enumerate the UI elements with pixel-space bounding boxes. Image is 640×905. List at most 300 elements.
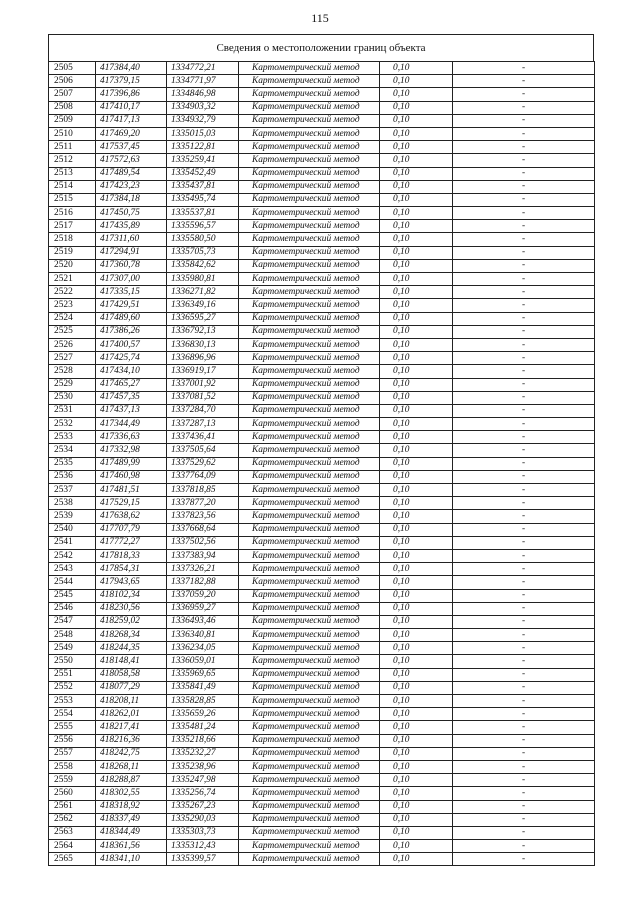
method-cell: Картометрический метод — [239, 431, 380, 444]
accuracy-cell: 0,10 — [380, 774, 453, 787]
description-cell: - — [453, 826, 595, 839]
x-coordinate-cell: 418102,34 — [96, 589, 167, 602]
x-coordinate-cell: 417460,98 — [96, 470, 167, 483]
accuracy-cell: 0,10 — [380, 75, 453, 88]
description-cell: - — [453, 312, 595, 325]
description-cell: - — [453, 853, 595, 866]
x-coordinate-cell: 417772,27 — [96, 536, 167, 549]
accuracy-cell: 0,10 — [380, 549, 453, 562]
accuracy-cell: 0,10 — [380, 167, 453, 180]
point-number-cell: 2510 — [49, 127, 96, 140]
description-cell: - — [453, 233, 595, 246]
x-coordinate-cell: 418344,49 — [96, 826, 167, 839]
x-coordinate-cell: 417423,23 — [96, 180, 167, 193]
point-number-cell: 2561 — [49, 800, 96, 813]
table-row — [49, 378, 595, 391]
table-row — [49, 484, 595, 497]
table-row — [49, 338, 595, 351]
x-coordinate-cell: 417417,13 — [96, 114, 167, 127]
description-cell: - — [453, 787, 595, 800]
x-coordinate-cell: 418244,35 — [96, 642, 167, 655]
description-cell: - — [453, 431, 595, 444]
table-row — [49, 418, 595, 431]
table-row — [49, 391, 595, 404]
point-number-cell: 2523 — [49, 299, 96, 312]
method-cell: Картометрический метод — [239, 721, 380, 734]
accuracy-cell: 0,10 — [380, 615, 453, 628]
y-coordinate-cell: 1334903,32 — [167, 101, 239, 114]
table-row — [49, 286, 595, 299]
x-coordinate-cell: 418208,11 — [96, 695, 167, 708]
x-coordinate-cell: 418077,29 — [96, 681, 167, 694]
y-coordinate-cell: 1337505,64 — [167, 444, 239, 457]
method-cell: Картометрический метод — [239, 668, 380, 681]
description-cell: - — [453, 642, 595, 655]
description-cell: - — [453, 457, 595, 470]
point-number-cell: 2522 — [49, 286, 96, 299]
accuracy-cell: 0,10 — [380, 668, 453, 681]
method-cell: Картометрический метод — [239, 193, 380, 206]
y-coordinate-cell: 1335247,98 — [167, 774, 239, 787]
description-cell: - — [453, 484, 595, 497]
description-cell: - — [453, 655, 595, 668]
table-row — [49, 457, 595, 470]
accuracy-cell: 0,10 — [380, 154, 453, 167]
table-row — [49, 721, 595, 734]
description-cell: - — [453, 695, 595, 708]
method-cell: Картометрический метод — [239, 510, 380, 523]
y-coordinate-cell: 1335580,50 — [167, 233, 239, 246]
method-cell: Картометрический метод — [239, 404, 380, 417]
x-coordinate-cell: 418058,58 — [96, 668, 167, 681]
method-cell: Картометрический метод — [239, 589, 380, 602]
table-row — [49, 114, 595, 127]
description-cell: - — [453, 62, 595, 75]
point-number-cell: 2505 — [49, 62, 96, 75]
y-coordinate-cell: 1336830,13 — [167, 338, 239, 351]
point-number-cell: 2531 — [49, 404, 96, 417]
accuracy-cell: 0,10 — [380, 127, 453, 140]
method-cell: Картометрический метод — [239, 642, 380, 655]
point-number-cell: 2563 — [49, 826, 96, 839]
x-coordinate-cell: 418242,75 — [96, 747, 167, 760]
method-cell: Картометрический метод — [239, 602, 380, 615]
description-cell: - — [453, 338, 595, 351]
y-coordinate-cell: 1335841,49 — [167, 681, 239, 694]
method-cell: Картометрический метод — [239, 681, 380, 694]
method-cell: Картометрический метод — [239, 615, 380, 628]
method-cell: Картометрический метод — [239, 444, 380, 457]
x-coordinate-cell: 417360,78 — [96, 259, 167, 272]
y-coordinate-cell: 1336595,27 — [167, 312, 239, 325]
x-coordinate-cell: 417294,91 — [96, 246, 167, 259]
method-cell: Картометрический метод — [239, 813, 380, 826]
description-cell: - — [453, 734, 595, 747]
accuracy-cell: 0,10 — [380, 378, 453, 391]
x-coordinate-cell: 417384,18 — [96, 193, 167, 206]
table-row — [49, 180, 595, 193]
point-number-cell: 2520 — [49, 259, 96, 272]
accuracy-cell: 0,10 — [380, 484, 453, 497]
x-coordinate-cell: 417854,31 — [96, 563, 167, 576]
point-number-cell: 2526 — [49, 338, 96, 351]
table-row — [49, 127, 595, 140]
y-coordinate-cell: 1336959,27 — [167, 602, 239, 615]
point-number-cell: 2534 — [49, 444, 96, 457]
table-row — [49, 787, 595, 800]
accuracy-cell: 0,10 — [380, 642, 453, 655]
description-cell: - — [453, 800, 595, 813]
method-cell: Картометрический метод — [239, 695, 380, 708]
description-cell: - — [453, 510, 595, 523]
table-row — [49, 774, 595, 787]
point-number-cell: 2533 — [49, 431, 96, 444]
method-cell: Картометрический метод — [239, 734, 380, 747]
table-title: Сведения о местоположении границ объекта — [48, 34, 594, 61]
point-number-cell: 2554 — [49, 708, 96, 721]
y-coordinate-cell: 1337284,70 — [167, 404, 239, 417]
accuracy-cell: 0,10 — [380, 760, 453, 773]
method-cell: Картометрический метод — [239, 536, 380, 549]
x-coordinate-cell: 417400,57 — [96, 338, 167, 351]
y-coordinate-cell: 1336493,46 — [167, 615, 239, 628]
y-coordinate-cell: 1337059,20 — [167, 589, 239, 602]
description-cell: - — [453, 391, 595, 404]
description-cell: - — [453, 365, 595, 378]
table-row — [49, 523, 595, 536]
method-cell: Картометрический метод — [239, 655, 380, 668]
method-cell: Картометрический метод — [239, 154, 380, 167]
y-coordinate-cell: 1335232,27 — [167, 747, 239, 760]
description-cell: - — [453, 167, 595, 180]
x-coordinate-cell: 417818,33 — [96, 549, 167, 562]
y-coordinate-cell: 1335452,49 — [167, 167, 239, 180]
table-row — [49, 470, 595, 483]
description-cell: - — [453, 193, 595, 206]
table-row — [49, 734, 595, 747]
x-coordinate-cell: 418217,41 — [96, 721, 167, 734]
accuracy-cell: 0,10 — [380, 747, 453, 760]
point-number-cell: 2555 — [49, 721, 96, 734]
accuracy-cell: 0,10 — [380, 708, 453, 721]
description-cell: - — [453, 774, 595, 787]
method-cell: Картометрический метод — [239, 549, 380, 562]
y-coordinate-cell: 1336234,05 — [167, 642, 239, 655]
accuracy-cell: 0,10 — [380, 352, 453, 365]
table-row — [49, 404, 595, 417]
method-cell: Картометрический метод — [239, 62, 380, 75]
y-coordinate-cell: 1335259,41 — [167, 154, 239, 167]
accuracy-cell: 0,10 — [380, 391, 453, 404]
accuracy-cell: 0,10 — [380, 457, 453, 470]
table-row — [49, 88, 595, 101]
method-cell: Картометрический метод — [239, 853, 380, 866]
x-coordinate-cell: 418318,92 — [96, 800, 167, 813]
table-row — [49, 813, 595, 826]
y-coordinate-cell: 1334932,79 — [167, 114, 239, 127]
accuracy-cell: 0,10 — [380, 655, 453, 668]
x-coordinate-cell: 417529,15 — [96, 497, 167, 510]
x-coordinate-cell: 417344,49 — [96, 418, 167, 431]
accuracy-cell: 0,10 — [380, 286, 453, 299]
point-number-cell: 2540 — [49, 523, 96, 536]
table-row — [49, 220, 595, 233]
method-cell: Картометрический метод — [239, 167, 380, 180]
point-number-cell: 2552 — [49, 681, 96, 694]
x-coordinate-cell: 418302,55 — [96, 787, 167, 800]
y-coordinate-cell: 1336896,96 — [167, 352, 239, 365]
table-row — [49, 167, 595, 180]
y-coordinate-cell: 1337818,85 — [167, 484, 239, 497]
x-coordinate-cell: 418148,41 — [96, 655, 167, 668]
accuracy-cell: 0,10 — [380, 826, 453, 839]
y-coordinate-cell: 1335218,66 — [167, 734, 239, 747]
y-coordinate-cell: 1336340,81 — [167, 629, 239, 642]
x-coordinate-cell: 417396,86 — [96, 88, 167, 101]
description-cell: - — [453, 615, 595, 628]
accuracy-cell: 0,10 — [380, 853, 453, 866]
point-number-cell: 2541 — [49, 536, 96, 549]
boundary-table-container — [48, 34, 594, 866]
x-coordinate-cell: 418341,10 — [96, 853, 167, 866]
y-coordinate-cell: 1335256,74 — [167, 787, 239, 800]
boundary-coordinates-table — [48, 61, 595, 866]
description-cell: - — [453, 325, 595, 338]
x-coordinate-cell: 417481,51 — [96, 484, 167, 497]
accuracy-cell: 0,10 — [380, 629, 453, 642]
y-coordinate-cell: 1335015,03 — [167, 127, 239, 140]
description-cell: - — [453, 207, 595, 220]
point-number-cell: 2553 — [49, 695, 96, 708]
point-number-cell: 2530 — [49, 391, 96, 404]
accuracy-cell: 0,10 — [380, 418, 453, 431]
accuracy-cell: 0,10 — [380, 220, 453, 233]
table-row — [49, 840, 595, 853]
method-cell: Картометрический метод — [239, 576, 380, 589]
point-number-cell: 2564 — [49, 840, 96, 853]
table-row — [49, 259, 595, 272]
point-number-cell: 2528 — [49, 365, 96, 378]
point-number-cell: 2512 — [49, 154, 96, 167]
method-cell: Картометрический метод — [239, 563, 380, 576]
accuracy-cell: 0,10 — [380, 299, 453, 312]
description-cell: - — [453, 418, 595, 431]
description-cell: - — [453, 470, 595, 483]
y-coordinate-cell: 1335980,81 — [167, 273, 239, 286]
x-coordinate-cell: 418268,34 — [96, 629, 167, 642]
method-cell: Картометрический метод — [239, 88, 380, 101]
accuracy-cell: 0,10 — [380, 233, 453, 246]
method-cell: Картометрический метод — [239, 233, 380, 246]
x-coordinate-cell: 417379,15 — [96, 75, 167, 88]
accuracy-cell: 0,10 — [380, 589, 453, 602]
accuracy-cell: 0,10 — [380, 576, 453, 589]
description-cell: - — [453, 549, 595, 562]
point-number-cell: 2560 — [49, 787, 96, 800]
x-coordinate-cell: 418288,87 — [96, 774, 167, 787]
y-coordinate-cell: 1337502,56 — [167, 536, 239, 549]
method-cell: Картометрический метод — [239, 708, 380, 721]
x-coordinate-cell: 417489,60 — [96, 312, 167, 325]
accuracy-cell: 0,10 — [380, 470, 453, 483]
description-cell: - — [453, 180, 595, 193]
point-number-cell: 2527 — [49, 352, 96, 365]
point-number-cell: 2550 — [49, 655, 96, 668]
y-coordinate-cell: 1336349,16 — [167, 299, 239, 312]
description-cell: - — [453, 668, 595, 681]
x-coordinate-cell: 417307,00 — [96, 273, 167, 286]
accuracy-cell: 0,10 — [380, 259, 453, 272]
x-coordinate-cell: 417335,15 — [96, 286, 167, 299]
x-coordinate-cell: 417384,40 — [96, 62, 167, 75]
table-row — [49, 444, 595, 457]
y-coordinate-cell: 1337383,94 — [167, 549, 239, 562]
accuracy-cell: 0,10 — [380, 312, 453, 325]
accuracy-cell: 0,10 — [380, 207, 453, 220]
x-coordinate-cell: 417537,45 — [96, 141, 167, 154]
x-coordinate-cell: 417425,74 — [96, 352, 167, 365]
point-number-cell: 2543 — [49, 563, 96, 576]
y-coordinate-cell: 1335238,96 — [167, 760, 239, 773]
accuracy-cell: 0,10 — [380, 431, 453, 444]
table-row — [49, 193, 595, 206]
accuracy-cell: 0,10 — [380, 602, 453, 615]
point-number-cell: 2557 — [49, 747, 96, 760]
table-row — [49, 299, 595, 312]
table-row — [49, 246, 595, 259]
point-number-cell: 2562 — [49, 813, 96, 826]
table-body — [49, 62, 595, 866]
y-coordinate-cell: 1337668,64 — [167, 523, 239, 536]
accuracy-cell: 0,10 — [380, 325, 453, 338]
x-coordinate-cell: 417489,99 — [96, 457, 167, 470]
table-row — [49, 655, 595, 668]
y-coordinate-cell: 1335596,57 — [167, 220, 239, 233]
table-row — [49, 312, 595, 325]
point-number-cell: 2525 — [49, 325, 96, 338]
x-coordinate-cell: 418262,01 — [96, 708, 167, 721]
accuracy-cell: 0,10 — [380, 101, 453, 114]
x-coordinate-cell: 417469,20 — [96, 127, 167, 140]
method-cell: Картометрический метод — [239, 180, 380, 193]
x-coordinate-cell: 417429,51 — [96, 299, 167, 312]
method-cell: Картометрический метод — [239, 114, 380, 127]
y-coordinate-cell: 1336792,13 — [167, 325, 239, 338]
y-coordinate-cell: 1335290,03 — [167, 813, 239, 826]
accuracy-cell: 0,10 — [380, 563, 453, 576]
y-coordinate-cell: 1335659,26 — [167, 708, 239, 721]
x-coordinate-cell: 418259,02 — [96, 615, 167, 628]
accuracy-cell: 0,10 — [380, 721, 453, 734]
x-coordinate-cell: 417435,89 — [96, 220, 167, 233]
method-cell: Картометрический метод — [239, 840, 380, 853]
method-cell: Картометрический метод — [239, 484, 380, 497]
y-coordinate-cell: 1337529,62 — [167, 457, 239, 470]
description-cell: - — [453, 141, 595, 154]
point-number-cell: 2559 — [49, 774, 96, 787]
point-number-cell: 2509 — [49, 114, 96, 127]
point-number-cell: 2511 — [49, 141, 96, 154]
method-cell: Картометрический метод — [239, 312, 380, 325]
x-coordinate-cell: 417457,35 — [96, 391, 167, 404]
method-cell: Картометрический метод — [239, 418, 380, 431]
description-cell: - — [453, 352, 595, 365]
point-number-cell: 2544 — [49, 576, 96, 589]
description-cell: - — [453, 708, 595, 721]
table-row — [49, 431, 595, 444]
accuracy-cell: 0,10 — [380, 840, 453, 853]
point-number-cell: 2515 — [49, 193, 96, 206]
y-coordinate-cell: 1334772,21 — [167, 62, 239, 75]
method-cell: Картометрический метод — [239, 141, 380, 154]
method-cell: Картометрический метод — [239, 127, 380, 140]
x-coordinate-cell: 417386,26 — [96, 325, 167, 338]
table-row — [49, 576, 595, 589]
table-row — [49, 681, 595, 694]
table-row — [49, 668, 595, 681]
table-row — [49, 629, 595, 642]
method-cell: Картометрический метод — [239, 470, 380, 483]
point-number-cell: 2518 — [49, 233, 96, 246]
y-coordinate-cell: 1335969,65 — [167, 668, 239, 681]
table-row — [49, 589, 595, 602]
accuracy-cell: 0,10 — [380, 510, 453, 523]
method-cell: Картометрический метод — [239, 273, 380, 286]
y-coordinate-cell: 1335495,74 — [167, 193, 239, 206]
x-coordinate-cell: 417410,17 — [96, 101, 167, 114]
description-cell: - — [453, 127, 595, 140]
table-row — [49, 273, 595, 286]
description-cell: - — [453, 760, 595, 773]
accuracy-cell: 0,10 — [380, 180, 453, 193]
table-row — [49, 141, 595, 154]
method-cell: Картометрический метод — [239, 207, 380, 220]
y-coordinate-cell: 1335122,81 — [167, 141, 239, 154]
x-coordinate-cell: 417434,10 — [96, 365, 167, 378]
y-coordinate-cell: 1337081,52 — [167, 391, 239, 404]
page-number: 115 — [311, 11, 329, 25]
table-row — [49, 615, 595, 628]
description-cell: - — [453, 444, 595, 457]
method-cell: Картометрический метод — [239, 747, 380, 760]
method-cell: Картометрический метод — [239, 523, 380, 536]
point-number-cell: 2536 — [49, 470, 96, 483]
y-coordinate-cell: 1335705,73 — [167, 246, 239, 259]
point-number-cell: 2556 — [49, 734, 96, 747]
method-cell: Картометрический метод — [239, 760, 380, 773]
x-coordinate-cell: 417943,65 — [96, 576, 167, 589]
accuracy-cell: 0,10 — [380, 681, 453, 694]
accuracy-cell: 0,10 — [380, 273, 453, 286]
y-coordinate-cell: 1335267,23 — [167, 800, 239, 813]
accuracy-cell: 0,10 — [380, 404, 453, 417]
x-coordinate-cell: 418361,56 — [96, 840, 167, 853]
table-row — [49, 510, 595, 523]
table-row — [49, 642, 595, 655]
table-row — [49, 760, 595, 773]
table-row — [49, 233, 595, 246]
table-row — [49, 207, 595, 220]
method-cell: Картометрический метод — [239, 286, 380, 299]
description-cell: - — [453, 813, 595, 826]
table-row — [49, 800, 595, 813]
method-cell: Картометрический метод — [239, 220, 380, 233]
table-row — [49, 352, 595, 365]
table-row — [49, 154, 595, 167]
y-coordinate-cell: 1335481,24 — [167, 721, 239, 734]
point-number-cell: 2535 — [49, 457, 96, 470]
description-cell: - — [453, 497, 595, 510]
